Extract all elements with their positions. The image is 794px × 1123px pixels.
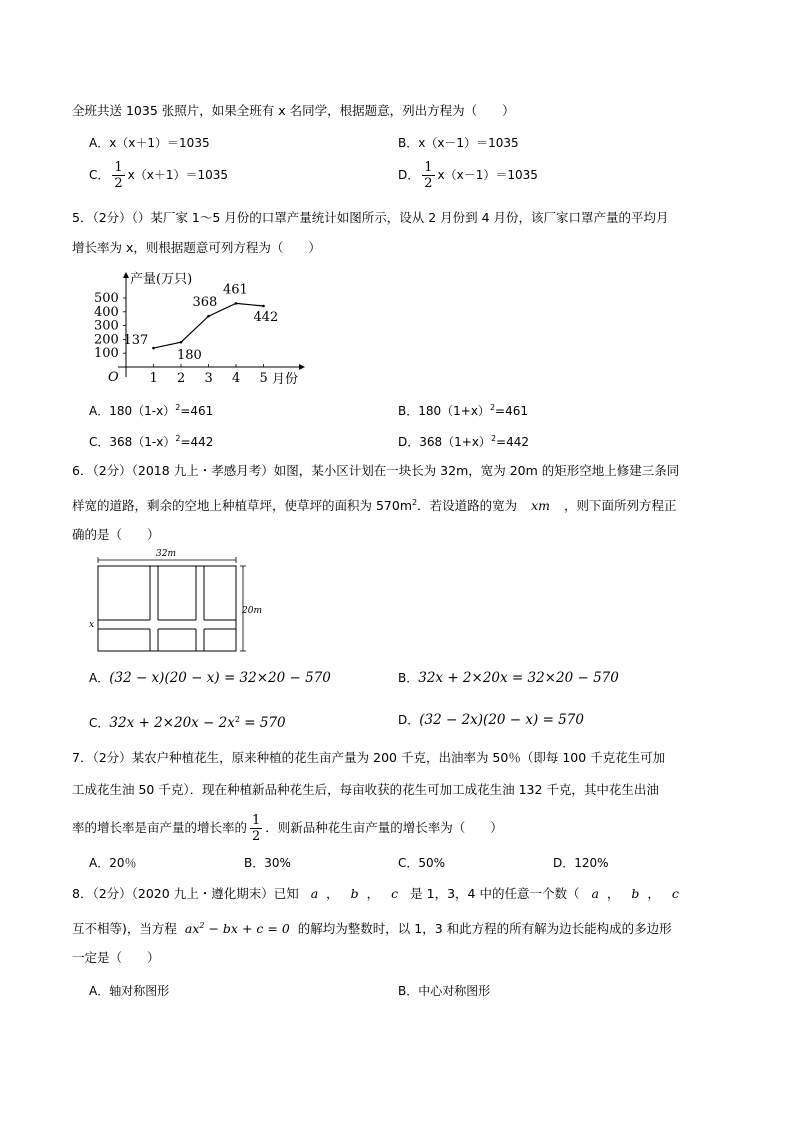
q4-option-d <box>398 160 538 191</box>
fraction-numerator: 1 <box>114 160 123 175</box>
q7-option-b: B．30% <box>244 856 291 870</box>
superscript: 2 <box>490 434 497 443</box>
stem-text: 率的增长率是亩产量的增长率的 <box>72 820 248 835</box>
q4-option-a: A．x（x＋1）＝1035 <box>89 136 210 150</box>
fraction-denominator: 2 <box>424 176 433 191</box>
q8-equation <box>185 921 290 936</box>
option-label: C． <box>89 716 110 730</box>
q6-option-b <box>398 668 619 688</box>
superscript: 2 <box>412 498 418 507</box>
q4-stem-tail: 全班共送 1035 张照片，如果全班有 x 名同学，根据题意，列出方程为（ ） <box>72 103 515 118</box>
q8-stem-line3: 一定是（ ） <box>72 950 160 965</box>
data-point <box>152 347 155 350</box>
y-axis-label: 产量(万只) <box>130 272 193 287</box>
stem-text: ．若设道路的宽为 <box>417 498 518 513</box>
option-label: D． <box>398 713 420 727</box>
origin-label: O <box>108 370 119 385</box>
stem-text: ，则下面所列方程正 <box>564 498 677 513</box>
data-point <box>207 315 210 318</box>
data-point <box>180 341 183 344</box>
option-expression: 32x + 2×20x = 32×20 − 570 <box>418 670 619 686</box>
q6-road-diagram <box>86 545 276 655</box>
data-point <box>235 302 238 305</box>
stem-text: ．则新品种花生亩产量的增长率为（ ） <box>265 820 503 835</box>
q4-option-c <box>89 160 228 191</box>
variable-c: c <box>671 886 679 901</box>
x-tick-label: 3 <box>204 371 213 386</box>
data-point <box>262 305 265 308</box>
outer-rectangle <box>98 566 236 651</box>
stem-text: 的解均为整数时，以 1，3 和此方程的所有解为边长能构成的多边形 <box>297 921 672 936</box>
q5-option-c <box>89 429 213 452</box>
stem-text: 8．（2分）（2020 九上・遵化期末）已知 <box>72 886 299 901</box>
x-tick-label: 2 <box>177 371 186 386</box>
stem-text: 是 1，3，4 中的任意一个数（ <box>410 886 580 901</box>
q7-option-d: D．120% <box>553 856 609 870</box>
q4-option-c-fraction <box>112 160 124 191</box>
q5-option-b <box>398 398 528 421</box>
fraction-denominator: 2 <box>252 829 261 844</box>
q6-stem-line1: 6．（2分）（2018 九上・孝感月考）如图，某小区计划在一块长为 32m，宽为 20m 的矩形空地上修建三条同 <box>72 463 680 478</box>
variable-b: b <box>350 886 359 901</box>
q5-stem-line2: 增长率为 x，则根据题意可列方程为（ ） <box>72 240 321 255</box>
q7-option-a: A．20％ <box>89 856 137 870</box>
q8-option-a: A．轴对称图形 <box>89 984 170 998</box>
x-axis-label: 月份 <box>272 372 299 387</box>
chart-marks <box>94 282 278 386</box>
fraction-numerator: 1 <box>424 160 433 175</box>
stem-text: 互不相等)，当方程 <box>72 921 177 936</box>
equation-part: − bx + c = 0 <box>204 921 290 936</box>
superscript: 2 <box>489 403 496 412</box>
option-text: A．180（1-x） <box>89 404 176 418</box>
option-expression: (32 − x)(20 − x) = 32×20 − 570 <box>109 670 331 686</box>
option-label: A． <box>89 671 110 685</box>
q7-fraction <box>250 813 262 844</box>
y-tick-label: 200 <box>94 332 119 348</box>
q7-stem-line2: 工成花生油 50 千克）．现在种植新品种花生后，每亩收获的花生可加工成花生油 132 千克，其中花生出油 <box>72 782 659 797</box>
data-label: 461 <box>223 282 248 298</box>
width-label: 32m <box>156 549 176 559</box>
variable-b: b <box>631 886 640 901</box>
option-expression-end: = 570 <box>239 715 286 731</box>
option-text: B．180（1+x） <box>398 404 490 418</box>
data-label: 180 <box>177 348 202 364</box>
q4-option-d-label: D． <box>398 168 420 182</box>
q6-option-a <box>89 668 331 688</box>
q8-stem-line1 <box>72 884 687 904</box>
variable-a: a <box>310 886 319 901</box>
y-tick-label: 300 <box>94 318 119 334</box>
option-label: B． <box>398 671 419 685</box>
q5-option-a <box>89 398 213 421</box>
equation-part: ax <box>184 921 200 936</box>
superscript: 2 <box>199 921 205 930</box>
x-tick-label: 1 <box>149 371 158 386</box>
q6-stem-line2 <box>72 493 677 516</box>
q4-option-d-fraction <box>422 160 434 191</box>
q7-stem-line3 <box>72 813 503 844</box>
data-label: 137 <box>123 333 149 349</box>
q4-option-c-expr: x（x＋1）＝1035 <box>127 168 229 182</box>
x-tick-label: 4 <box>232 371 241 386</box>
height-label: 20m <box>242 606 262 616</box>
superscript: 2 <box>234 715 240 724</box>
separator: ， <box>366 886 380 901</box>
q7-stem-line1: 7．（2分）某农户种植花生，原来种植的花生亩产量为 200 千克，出油率为 50％（即每 100 千克花生可加 <box>72 750 666 765</box>
y-tick-label: 500 <box>94 291 119 306</box>
data-label: 442 <box>253 310 279 326</box>
separator: ， <box>326 886 339 901</box>
option-text: C．368（1-x） <box>89 435 176 449</box>
superscript: 2 <box>175 403 181 412</box>
option-expression: (32 − 2x)(20 − x) = 570 <box>419 712 584 728</box>
variable-a: a <box>591 886 599 901</box>
y-tick-label: 400 <box>94 304 119 320</box>
x-tick-label: 5 <box>259 371 268 386</box>
q5-option-d <box>398 429 529 452</box>
q4-option-b: B．x（x－1）＝1035 <box>398 136 519 150</box>
q6-stem-line3: 确的是（ ） <box>72 527 160 542</box>
y-tick-label: 100 <box>94 346 119 362</box>
separator: ， <box>647 886 660 901</box>
option-text-end: =442 <box>180 435 214 449</box>
variable-xm: xm <box>531 498 551 513</box>
stem-text: 样宽的道路，剩余的空地上种植草坪，使草坪的面积为 570m <box>72 498 413 513</box>
q5-production-chart <box>92 267 312 391</box>
option-text-end: =461 <box>495 404 528 418</box>
line-chart <box>92 267 312 391</box>
road-width-label: x <box>89 620 95 630</box>
q8-option-b: B．中心对称图形 <box>398 984 491 998</box>
fraction-numerator: 1 <box>252 813 261 828</box>
q8-stem-line2 <box>72 916 672 939</box>
option-text-end: =442 <box>496 435 529 449</box>
q4-option-c-label: C． <box>89 168 110 182</box>
q6-option-c <box>89 710 286 733</box>
option-text: D．368（1+x） <box>398 435 491 449</box>
q7-option-c: C．50% <box>398 856 446 870</box>
q5-stem-line1: 5．（2分）（）某厂家 1～5 月份的口罩产量统计如图所示，设从 2 月份到 4 月份，该厂家口罩产量的平均月 <box>72 210 669 225</box>
option-text-end: =461 <box>180 404 214 418</box>
q6-option-d <box>398 710 584 730</box>
q4-option-d-expr: x（x－1）＝1035 <box>437 168 538 182</box>
separator: ， <box>606 886 620 901</box>
variable-c: c <box>391 886 399 901</box>
data-label: 368 <box>192 295 218 311</box>
option-expression: 32x + 2×20x − 2x <box>109 715 235 731</box>
rectangle-diagram <box>86 545 276 655</box>
fraction-denominator: 2 <box>114 176 123 191</box>
superscript: 2 <box>175 434 181 443</box>
